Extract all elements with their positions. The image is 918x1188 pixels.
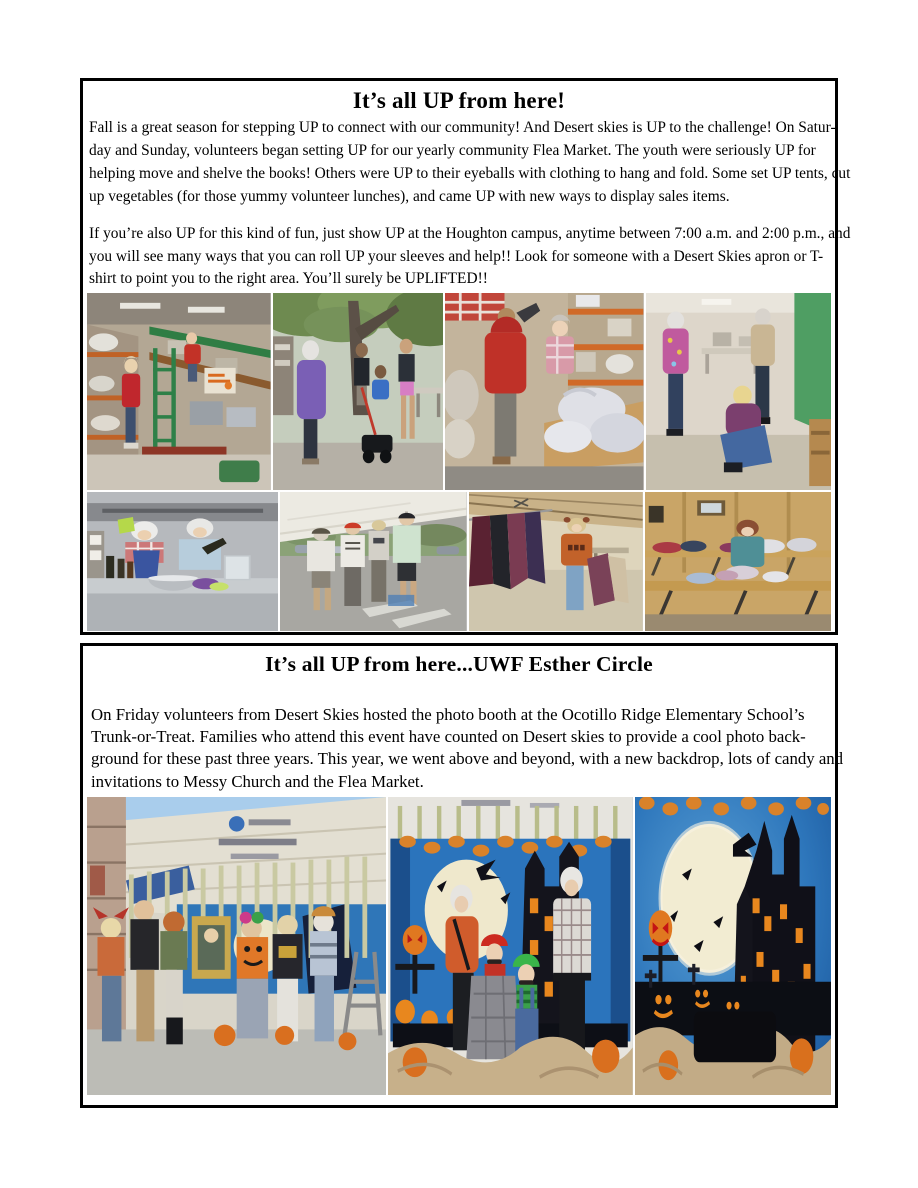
paragraph-line: day and Sunday, volunteers began setting UP for our yearly community Flea Market. The youth were seriously UP for (89, 141, 816, 159)
photo-costumed-volunteers-school (87, 797, 386, 1095)
paragraph-line: you will see many ways that you can roll UP your sleeves and help!! Look for someone with a Desert Skies apron or T- (89, 247, 824, 265)
paragraph-line: ground for these past three years. This year, we went above and beyond, with a new backdrop, lots of candy and (91, 749, 844, 769)
moving-bags-illustration (445, 293, 643, 490)
paragraph-line: Trunk-or-Treat. Families who attend this event have counted on Desert skies to provide a cool photo back- (91, 727, 806, 747)
tent-group-illustration (280, 492, 466, 631)
tree-group-illustration (273, 293, 444, 490)
photo-moving-bagged-goods (445, 293, 643, 490)
section1-title: It’s all UP from here! (352, 88, 566, 113)
school-group-illustration (87, 797, 386, 1095)
paragraph-line: up vegetables (for those yummy volunteer lunches), and came UP with new ways to display sales items. (89, 187, 730, 205)
section-esther-circle (80, 643, 844, 1108)
photo-booth-illustration (388, 797, 633, 1095)
photo-sorting-room-floor (646, 293, 831, 490)
kitchen-illustration (87, 492, 278, 631)
section2-paragraph (83, 704, 844, 793)
section2-title: It’s all UP from here...UWF Esther Circle (265, 652, 653, 676)
photo-clothing-racks (469, 492, 643, 631)
photo-collage-trunk-or-treat (87, 797, 831, 1095)
section-flea-market (80, 78, 851, 635)
photo-warehouse-shelves-ladder (87, 293, 271, 490)
photo-table-sorting (645, 492, 831, 631)
warehouse-illustration (87, 293, 271, 490)
photo-collage-flea-market (87, 293, 831, 631)
section1-paragraph-1 (83, 117, 851, 209)
photo-kitchen-volunteers (87, 492, 278, 631)
clothing-racks-illustration (469, 492, 643, 631)
paragraph-line: If you’re also UP for this kind of fun, just show UP at the Houghton campus, anytime between 7:00 a.m. and 2:00 p.m., and (89, 224, 851, 242)
photo-photo-booth-family (388, 797, 633, 1095)
table-sorting-illustration (645, 492, 831, 631)
paragraph-line: invitations to Messy Church and the Flea Market. (91, 771, 424, 791)
paragraph-line: shirt to point you to the right area. You’ll surely be UPLIFTED!! (89, 270, 488, 288)
photo-youth-under-tree (273, 293, 444, 490)
backdrop-closeup-illustration (635, 797, 831, 1095)
sorting-room-illustration (646, 293, 831, 490)
photo-halloween-backdrop (635, 797, 831, 1095)
section1-paragraph-2 (83, 223, 851, 292)
photo-tent-setup-crew (280, 492, 466, 631)
paragraph-line: On Friday volunteers from Desert Skies hosted the photo booth at the Ocotillo Ridge Elementary School’s (91, 705, 805, 724)
paragraph-line: helping move and shelve the books! Others were UP to their eyeballs with clothing to hang and fold. Some set UP tents, cut (89, 164, 851, 182)
paragraph-line: Fall is a great season for stepping UP to connect with our community! And Desert skies is UP to the challenge! On Satur- (89, 119, 836, 136)
